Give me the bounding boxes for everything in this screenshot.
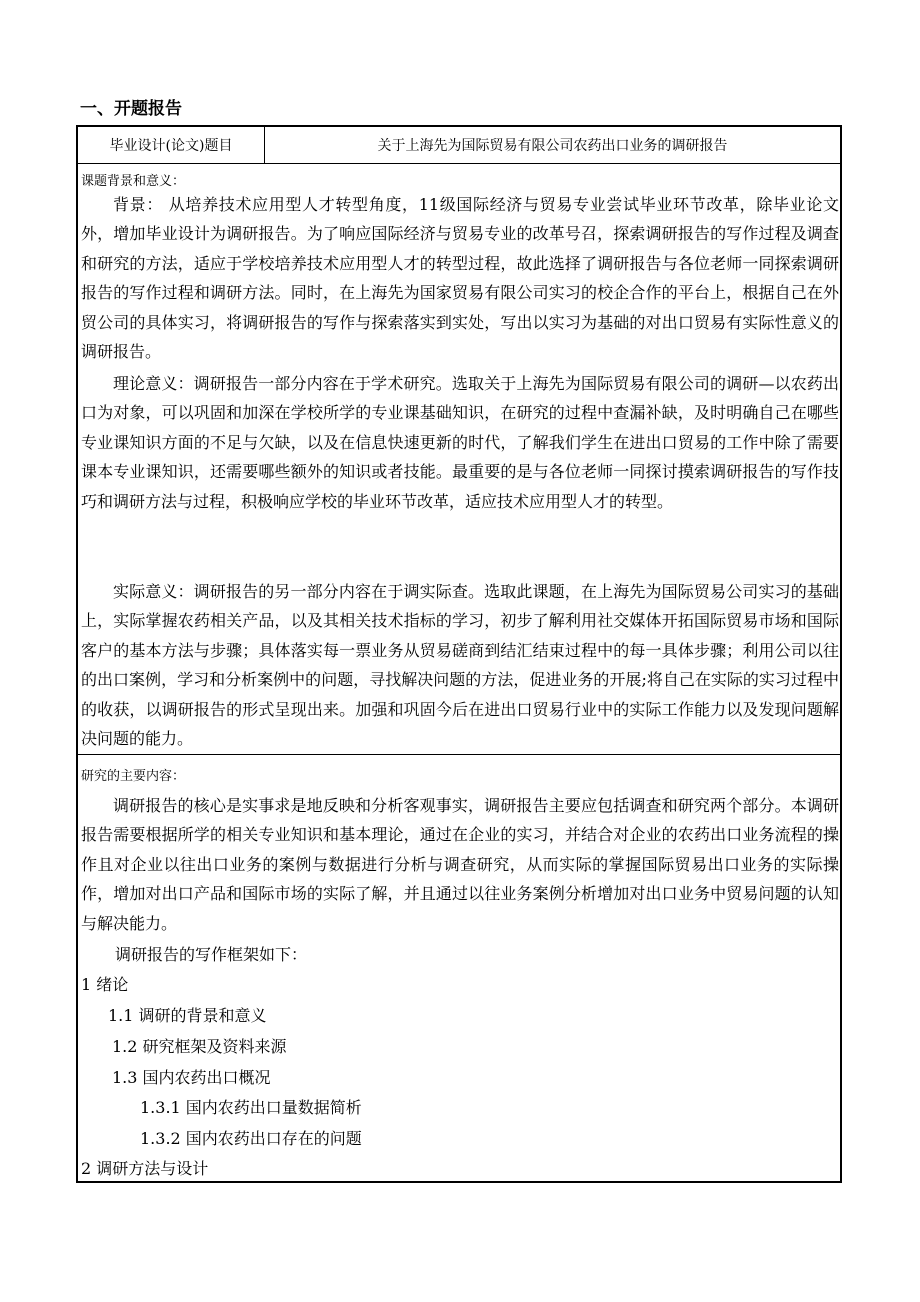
framework-intro: 调研报告的写作框架如下：	[115, 945, 308, 964]
title-row	[78, 127, 840, 164]
practical-paragraph: 实际意义：调研报告的另一部分内容在于调实际查。选取此课题，在上海先为国际贸易公司实习的基础上，实际掌握农药相关产品，以及其相关技术指标的学习，初步了解利用社交媒体开拓国际贸易市场和国际客户的基本方法与步骤；具体落实每一票业务从贸易磋商到结汇结束过程中的每一具体步骤；利用公司以往的出口案例，学习和分析案例中的问题，寻找解决问题的方法，促进业务的开展;将自己在实际的实习过程中的收获，以调研报告的形式呈现出来。加强和巩固今后在进出口贸易行业中的实际工作能力以及发现问题解决问题的能力。	[81, 582, 839, 749]
title-value: 关于上海先为国际贸易有限公司农药出口业务的调研报告	[377, 138, 728, 154]
outline-item: 2 调研方法与设计	[81, 1159, 209, 1178]
outline-item: 1.1 调研的背景和意义	[108, 1006, 267, 1025]
proposal-table	[76, 125, 842, 1183]
background-paragraph: 背景： 从培养技术应用型人才转型角度，11级国际经济与贸易专业尝试毕业环节改革，除毕业论文外，增加毕业设计为调研报告。为了响应国际经济与贸易专业的改革号召，探索调研报告的写作过程及调查和研究的方法，适应于学校培养技术应用型人才的转型过程，故此选择了调研报告与各位老师一同探索调研报告的写作过程和调研方法。同时，在上海先为国家贸易有限公司实习的校企合作的平台上，根据自己在外贸公司的具体实习，将调研报告的写作与探索落实到实处，写出以实习为基础的对出口贸易有实际性意义的调研报告。	[81, 195, 839, 362]
content-label: 研究的主要内容：	[81, 769, 186, 784]
outline-item: 1.3 国内农药出口概况	[112, 1068, 271, 1087]
content-section	[78, 755, 840, 1181]
outline-item: 1.3.1 国内农药出口量数据简析	[140, 1098, 362, 1117]
outline-item: 1.3.2 国内农药出口存在的问题	[140, 1129, 362, 1148]
outline-item: 1.2 研究框架及资料来源	[112, 1037, 287, 1056]
theory-paragraph: 理论意义：调研报告一部分内容在于学术研究。选取关于上海先为国际贸易有限公司的调研—以农药出口为对象，可以巩固和加深在学校所学的专业课基础知识，在研究的过程中查漏补缺，及时明确自己在哪些专业课知识方面的不足与欠缺，以及在信息快速更新的时代，了解我们学生在进出口贸易的工作中除了需要课本专业课知识，还需要哪些额外的知识或者技能。最重要的是与各位老师一同探讨摸索调研报告的写作技巧和调研方法与过程，积极响应学校的毕业环节改革，适应技术应用型人才的转型。	[81, 374, 839, 511]
content-paragraph: 调研报告的核心是实事求是地反映和分析客观事实，调研报告主要应包括调查和研究两个部分。本调研报告需要根据所学的相关专业知识和基本理论，通过在企业的实习，并结合对企业的农药出口业务流程的操作且对企业以往出口业务的案例与数据进行分析与调查研究，从而实际的掌握国际贸易出口业务的实际操作，增加对出口产品和国际市场的实际了解，并且通过以往业务案例分析增加对出口业务中贸易问题的认知与解决能力。	[81, 796, 839, 933]
page-heading: 一、开题报告	[80, 99, 182, 119]
title-label: 毕业设计(论文)题目	[78, 127, 265, 163]
background-label: 课题背景和意义：	[81, 174, 186, 189]
outline-item: 1 绪论	[81, 975, 129, 994]
background-section	[78, 164, 840, 755]
